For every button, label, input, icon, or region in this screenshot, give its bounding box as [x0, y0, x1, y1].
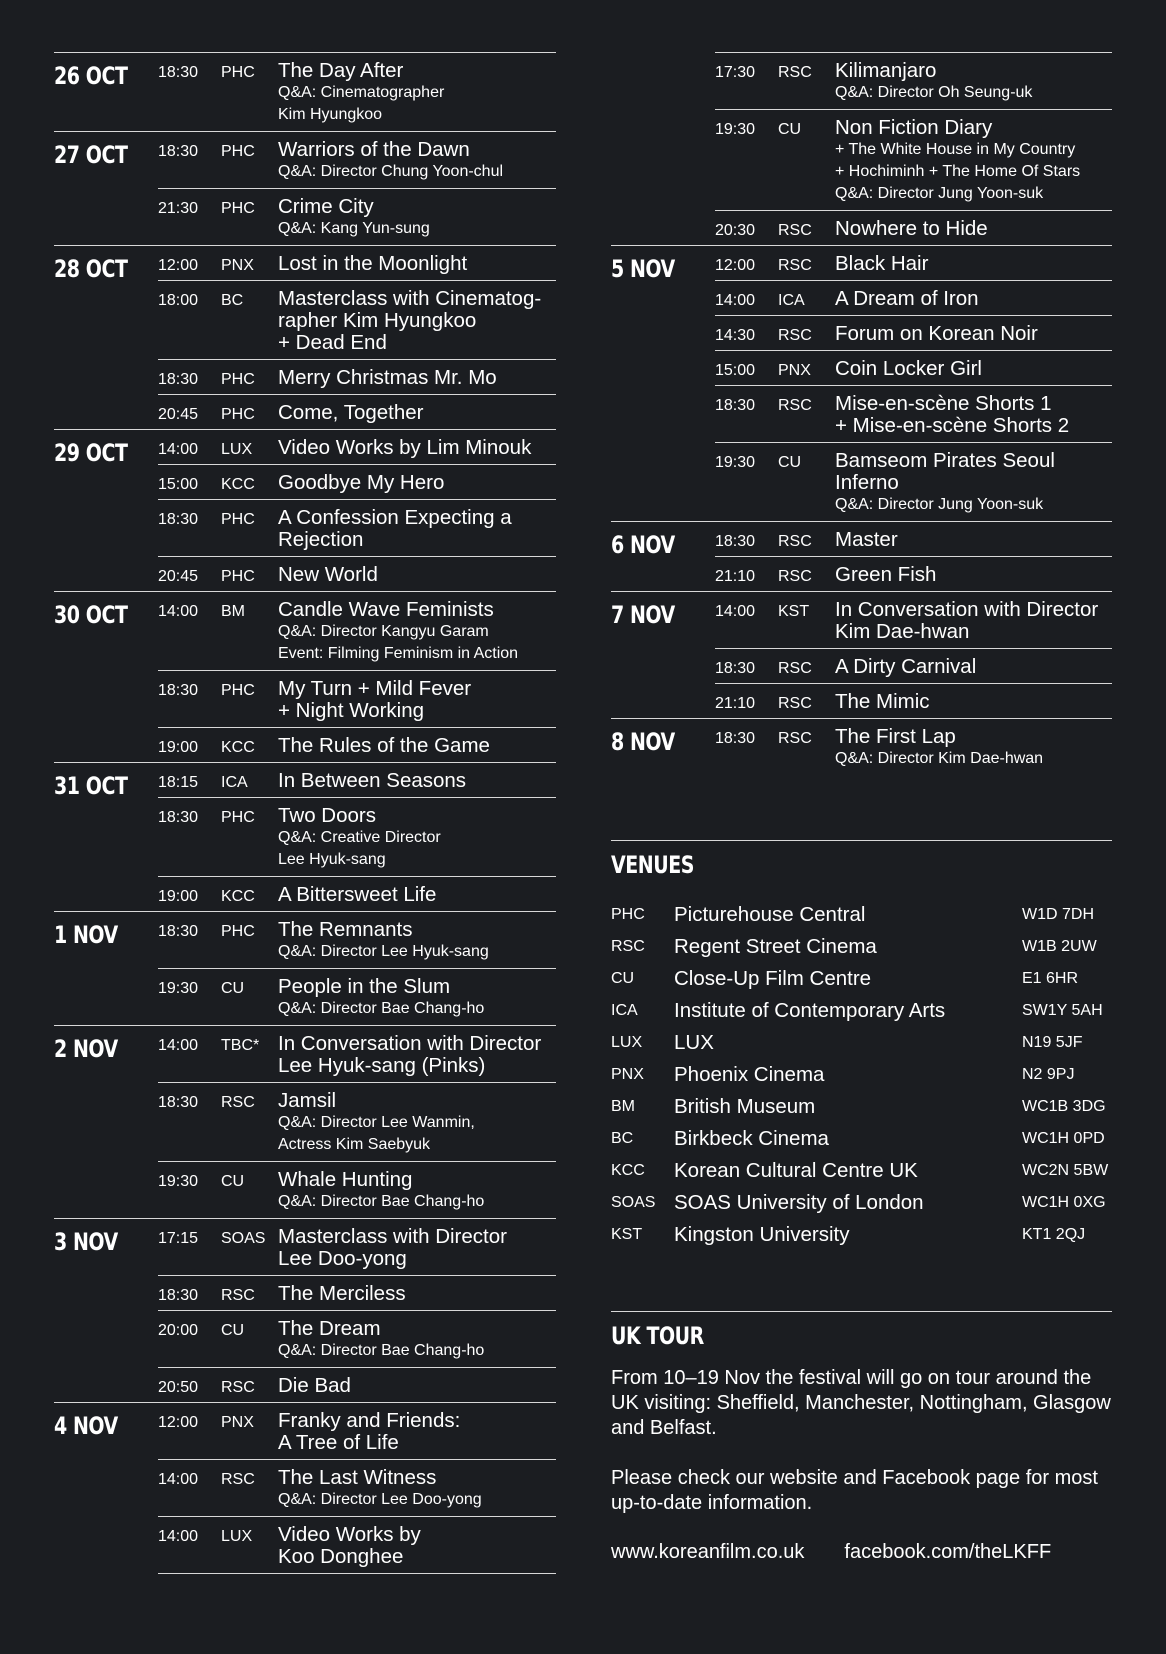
- venue-name: British Museum: [674, 1095, 816, 1118]
- day-block: [611, 591, 1112, 718]
- uk-tour-section: [611, 1311, 1112, 1564]
- screening-time: 18:30: [715, 533, 756, 550]
- screening-row: [715, 719, 1112, 775]
- screening-note: Q&A: Director Lee Hyuk-sang: [278, 943, 489, 960]
- screening-time: 14:30: [715, 327, 756, 344]
- screening-venue: RSC: [221, 1379, 255, 1396]
- screening-row: [715, 315, 1112, 350]
- screening-row: [715, 53, 1112, 109]
- venue-postcode: N19 5JF: [1022, 1034, 1083, 1051]
- screening-time: 19:30: [158, 980, 199, 997]
- screening-row: [715, 442, 1112, 521]
- screening-time: 18:30: [158, 143, 199, 160]
- venue-name: Picturehouse Central: [674, 903, 866, 926]
- film-title: Forum on Korean Noir: [835, 322, 1038, 345]
- venue-postcode: WC1H 0XG: [1022, 1194, 1106, 1211]
- screening-row: [715, 210, 1112, 245]
- screening-row: [715, 246, 1112, 280]
- film-title: The Last Witness: [278, 1466, 437, 1489]
- screening-note: Q&A: Director Kangyu Garam: [278, 623, 489, 640]
- screening-time: 14:00: [715, 603, 756, 620]
- day-label: 27 OCT: [54, 141, 128, 169]
- screening-venue: PHC: [221, 568, 255, 585]
- screening-venue: BM: [221, 603, 245, 620]
- screening-time: 21:30: [158, 200, 199, 217]
- film-title: Kilimanjaro: [835, 59, 937, 82]
- screening-note: Q&A: Director Bae Chang-ho: [278, 1342, 485, 1359]
- screening-note: Q&A: Director Chung Yoon-chul: [278, 163, 504, 180]
- screening-row: [715, 683, 1112, 718]
- screening-venue: PNX: [221, 1414, 254, 1431]
- venue-row: [611, 1059, 1112, 1091]
- day-label: 7 NOV: [611, 601, 675, 629]
- screening-venue: RSC: [221, 1287, 255, 1304]
- screening-note: Q&A: Cinematographer: [278, 84, 445, 101]
- screening-time: 20:30: [715, 222, 756, 239]
- venue-name: SOAS University of London: [674, 1191, 924, 1214]
- screening-venue: CU: [221, 1173, 245, 1190]
- venue-name: Regent Street Cinema: [674, 935, 877, 958]
- day-label: 26 OCT: [54, 62, 128, 90]
- film-title: Franky and Friends: A Tree of Life: [278, 1409, 461, 1454]
- screening-row: [158, 1082, 556, 1161]
- screening-time: 17:15: [158, 1230, 199, 1247]
- screening-note: Q&A: Kang Yun-sung: [278, 220, 430, 237]
- film-title: The Dream: [278, 1317, 381, 1340]
- venues-heading: VENUES: [611, 851, 695, 879]
- screening-note: Q&A: Director Jung Yoon-suk: [835, 185, 1044, 202]
- screening-venue: KST: [778, 603, 810, 620]
- info-paragraph: Please check our website and Facebook page for most up-to-date information.: [611, 1467, 1098, 1514]
- screening-venue: CU: [778, 121, 802, 138]
- day-block: [54, 1402, 556, 1573]
- screening-venue: RSC: [221, 1094, 255, 1111]
- screening-row: [715, 109, 1112, 210]
- schedule-right-column: [611, 52, 1112, 775]
- screening-row: [715, 522, 1112, 556]
- day-label: 28 OCT: [54, 255, 128, 283]
- venue-code: CU: [611, 970, 635, 987]
- day-block: [54, 245, 556, 429]
- screening-row: [158, 53, 556, 131]
- screening-venue: RSC: [778, 695, 812, 712]
- screening-time: 14:00: [715, 292, 756, 309]
- screening-row: [158, 727, 556, 762]
- screening-row: [158, 280, 556, 359]
- screening-row: [158, 1367, 556, 1402]
- venue-code: KST: [611, 1226, 643, 1243]
- screening-venue: RSC: [778, 257, 812, 274]
- screening-time: 18:30: [158, 923, 199, 940]
- day-label: 6 NOV: [611, 531, 675, 559]
- day-block: [54, 591, 556, 762]
- film-title: Candle Wave Feminists: [278, 598, 494, 621]
- screening-venue: SOAS: [221, 1230, 266, 1247]
- venue-postcode: KT1 2QJ: [1022, 1226, 1086, 1243]
- day-block: [54, 429, 556, 591]
- film-title: Whale Hunting: [278, 1168, 413, 1191]
- screening-time: 20:50: [158, 1379, 199, 1396]
- screening-row: [158, 132, 556, 188]
- film-title: Mise-en-scène Shorts 1 + Mise-en-scène Shorts 2: [835, 392, 1070, 437]
- screening-row: [158, 592, 556, 670]
- screening-time: 14:00: [158, 441, 199, 458]
- film-title: The Merciless: [278, 1282, 406, 1305]
- film-title: The Rules of the Game: [278, 734, 490, 757]
- screening-row: [158, 394, 556, 429]
- screening-row: [158, 464, 556, 499]
- screening-time: 20:45: [158, 406, 199, 423]
- film-title: Bamseom Pirates Seoul Inferno: [835, 449, 1055, 494]
- screening-venue: RSC: [778, 568, 812, 585]
- venues-section: [611, 840, 1112, 1251]
- screening-venue: PNX: [221, 257, 254, 274]
- screening-venue: PHC: [221, 200, 255, 217]
- screening-time: 14:00: [158, 1471, 199, 1488]
- film-title: Green Fish: [835, 563, 937, 586]
- venue-list: [611, 899, 1112, 1251]
- venue-name: Institute of Contemporary Arts: [674, 999, 946, 1022]
- screening-row: [715, 556, 1112, 591]
- film-title: Lost in the Moonlight: [278, 252, 468, 275]
- screening-venue: RSC: [778, 397, 812, 414]
- venue-row: [611, 1187, 1112, 1219]
- screening-time: 19:30: [158, 1173, 199, 1190]
- venue-code: BC: [611, 1130, 634, 1147]
- venue-code: BM: [611, 1098, 635, 1115]
- film-title: Video Works by Lim Minouk: [278, 436, 532, 459]
- screening-venue: PHC: [221, 371, 255, 388]
- day-label: 29 OCT: [54, 439, 128, 467]
- website-link[interactable]: www.koreanfilm.co.uk: [611, 1541, 805, 1563]
- screening-time: 21:10: [715, 568, 756, 585]
- screening-note: Q&A: Director Lee Wanmin,: [278, 1114, 475, 1131]
- screening-venue: CU: [778, 454, 802, 471]
- film-title: The Mimic: [835, 690, 930, 713]
- screening-venue: ICA: [221, 774, 248, 791]
- screening-venue: PHC: [221, 923, 255, 940]
- screening-time: 14:00: [158, 1528, 199, 1545]
- screening-venue: RSC: [778, 533, 812, 550]
- screening-time: 18:15: [158, 774, 199, 791]
- film-title: Nowhere to Hide: [835, 217, 988, 240]
- uk-tour-heading: UK TOUR: [611, 1322, 704, 1350]
- screening-row: [158, 1516, 556, 1573]
- screening-time: 14:00: [158, 603, 199, 620]
- screening-time: 15:00: [715, 362, 756, 379]
- screening-venue: CU: [221, 980, 245, 997]
- screening-row: [158, 1219, 556, 1275]
- venue-code: KCC: [611, 1162, 645, 1179]
- day-block: [611, 245, 1112, 521]
- film-title: Crime City: [278, 195, 374, 218]
- day-label: 5 NOV: [611, 255, 675, 283]
- film-title: Two Doors: [278, 804, 376, 827]
- screening-row: [158, 1161, 556, 1218]
- screening-time: 14:00: [158, 1037, 199, 1054]
- day-block: [54, 1025, 556, 1218]
- venue-name: LUX: [674, 1031, 714, 1054]
- day-label: 3 NOV: [54, 1228, 118, 1256]
- film-title: A Dream of Iron: [835, 287, 979, 310]
- venue-code: RSC: [611, 938, 645, 955]
- film-title: In Conversation with Director Lee Hyuk-sang (Pinks): [278, 1032, 542, 1077]
- film-title: Black Hair: [835, 252, 929, 275]
- film-title: The Remnants: [278, 918, 413, 941]
- screening-time: 18:30: [158, 371, 199, 388]
- day-block: [611, 521, 1112, 591]
- day-block: [54, 52, 556, 131]
- venue-row: [611, 1155, 1112, 1187]
- screening-time: 21:10: [715, 695, 756, 712]
- day-label: 4 NOV: [54, 1412, 118, 1440]
- screening-time: 18:30: [715, 397, 756, 414]
- film-title: Video Works by Koo Donghee: [278, 1523, 421, 1568]
- screening-venue: RSC: [778, 64, 812, 81]
- venue-row: [611, 1123, 1112, 1155]
- tour-paragraph: From 10–19 Nov the festival will go on tour around the UK visiting: Sheffield, Manchester, Nottingham, Glasgow and Belfast.: [611, 1367, 1111, 1439]
- venue-postcode: W1D 7DH: [1022, 906, 1095, 923]
- film-title: People in the Slum: [278, 975, 451, 998]
- screening-row: [158, 1310, 556, 1367]
- screening-venue: PHC: [221, 511, 255, 528]
- screening-time: 20:45: [158, 568, 199, 585]
- facebook-link[interactable]: facebook.com/theLKFF: [844, 1541, 1052, 1563]
- day-label: 2 NOV: [54, 1035, 118, 1063]
- schedule-left-column: [54, 52, 556, 1574]
- screening-time: 18:30: [158, 1287, 199, 1304]
- day-block: [54, 131, 556, 245]
- film-title: In Conversation with Director Kim Dae-hwan: [835, 598, 1099, 643]
- screening-row: [158, 499, 556, 556]
- screening-venue: RSC: [778, 222, 812, 239]
- film-title: A Dirty Carnival: [835, 655, 977, 678]
- screening-venue: PHC: [221, 64, 255, 81]
- film-title: Warriors of the Dawn: [278, 138, 470, 161]
- screening-row: [158, 556, 556, 591]
- screening-time: 19:30: [715, 454, 756, 471]
- day-label: 8 NOV: [611, 728, 675, 756]
- venue-name: Close-Up Film Centre: [674, 967, 872, 990]
- screening-venue: PHC: [221, 406, 255, 423]
- screening-venue: PHC: [221, 682, 255, 699]
- screening-row: [158, 1026, 556, 1082]
- day-block: [54, 1218, 556, 1402]
- venue-name: Phoenix Cinema: [674, 1063, 825, 1086]
- screening-row: [158, 797, 556, 876]
- venue-row: [611, 1219, 1112, 1251]
- venue-row: [611, 1091, 1112, 1123]
- screening-time: 12:00: [715, 257, 756, 274]
- screening-venue: RSC: [221, 1471, 255, 1488]
- screening-note: Q&A: Creative Director: [278, 829, 441, 846]
- venue-code: LUX: [611, 1034, 643, 1051]
- screening-time: 18:30: [158, 809, 199, 826]
- screening-row: [158, 1275, 556, 1310]
- venue-postcode: WC1H 0PD: [1022, 1130, 1105, 1147]
- screening-time: 17:30: [715, 64, 756, 81]
- screening-row: [715, 592, 1112, 648]
- screening-venue: PNX: [778, 362, 811, 379]
- screening-row: [158, 912, 556, 968]
- screening-note: Q&A: Director Lee Doo-yong: [278, 1491, 482, 1508]
- screening-time: 18:30: [158, 64, 199, 81]
- film-title: Merry Christmas Mr. Mo: [278, 366, 497, 389]
- screening-row: [158, 1403, 556, 1459]
- screening-time: 19:30: [715, 121, 756, 138]
- venue-postcode: N2 9PJ: [1022, 1066, 1075, 1083]
- screening-note: + Hochiminh + The Home Of Stars: [835, 163, 1081, 180]
- day-label: 1 NOV: [54, 921, 118, 949]
- screening-time: 18:30: [715, 660, 756, 677]
- screening-note: + The White House in My Country: [835, 141, 1076, 158]
- film-title: Master: [835, 528, 898, 551]
- screening-row: [158, 246, 556, 280]
- screening-row: [715, 350, 1112, 385]
- screening-note: Kim Hyungkoo: [278, 106, 383, 123]
- screening-note: Q&A: Director Kim Dae-hwan: [835, 750, 1044, 767]
- venue-postcode: WC1B 3DG: [1022, 1098, 1106, 1115]
- screening-time: 18:30: [715, 730, 756, 747]
- film-title: Jamsil: [278, 1089, 337, 1112]
- screening-time: 12:00: [158, 1414, 199, 1431]
- venue-row: [611, 899, 1112, 931]
- venue-postcode: E1 6HR: [1022, 970, 1079, 987]
- film-title: Masterclass with Director Lee Doo-yong: [278, 1225, 507, 1270]
- screening-note: Event: Filming Feminism in Action: [278, 645, 519, 662]
- screening-time: 19:00: [158, 739, 199, 756]
- screening-venue: RSC: [778, 660, 812, 677]
- day-label: 31 OCT: [54, 772, 128, 800]
- venue-postcode: W1B 2UW: [1022, 938, 1097, 955]
- film-title: Non Fiction Diary: [835, 116, 993, 139]
- venue-name: Birkbeck Cinema: [674, 1127, 829, 1150]
- screening-venue: LUX: [221, 1528, 253, 1545]
- venue-row: [611, 995, 1112, 1027]
- venue-code: SOAS: [611, 1194, 656, 1211]
- screening-row: [158, 1459, 556, 1516]
- screening-venue: ICA: [778, 292, 805, 309]
- venue-row: [611, 1027, 1112, 1059]
- venue-code: PNX: [611, 1066, 644, 1083]
- screening-venue: KCC: [221, 476, 255, 493]
- film-title: In Between Seasons: [278, 769, 467, 792]
- screening-venue: CU: [221, 1322, 245, 1339]
- screening-row: [158, 188, 556, 245]
- screening-time: 18:30: [158, 682, 199, 699]
- screening-venue: KCC: [221, 739, 255, 756]
- venue-name: Korean Cultural Centre UK: [674, 1159, 918, 1182]
- venue-postcode: WC2N 5BW: [1022, 1162, 1109, 1179]
- venue-postcode: SW1Y 5AH: [1022, 1002, 1103, 1019]
- film-title: Coin Locker Girl: [835, 357, 982, 380]
- screening-row: [158, 430, 556, 464]
- film-title: A Confession Expecting a Rejection: [278, 506, 512, 551]
- screening-venue: RSC: [778, 327, 812, 344]
- film-title: Goodbye My Hero: [278, 471, 445, 494]
- screening-venue: TBC*: [221, 1037, 260, 1054]
- screening-note: Actress Kim Saebyuk: [278, 1136, 431, 1153]
- venue-name: Kingston University: [674, 1223, 850, 1246]
- venue-code: PHC: [611, 906, 645, 923]
- screening-time: 19:00: [158, 888, 199, 905]
- screening-note: Q&A: Director Oh Seung-uk: [835, 84, 1033, 101]
- film-title: The First Lap: [835, 725, 956, 748]
- screening-venue: RSC: [778, 730, 812, 747]
- screening-row: [715, 648, 1112, 683]
- film-title: Come, Together: [278, 401, 424, 424]
- screening-row: [158, 968, 556, 1025]
- screening-venue: KCC: [221, 888, 255, 905]
- screening-note: Q&A: Director Bae Chang-ho: [278, 1000, 485, 1017]
- screening-time: 20:00: [158, 1322, 199, 1339]
- screening-time: 18:30: [158, 1094, 199, 1111]
- screening-row: [158, 359, 556, 394]
- day-block: [54, 762, 556, 911]
- venue-code: ICA: [611, 1002, 638, 1019]
- film-title: The Day After: [278, 59, 404, 82]
- day-block: [54, 911, 556, 1025]
- screening-row: [158, 670, 556, 727]
- day-label: 30 OCT: [54, 601, 128, 629]
- screening-row: [715, 280, 1112, 315]
- screening-venue: BC: [221, 292, 244, 309]
- screening-row: [158, 876, 556, 911]
- film-title: Die Bad: [278, 1374, 351, 1397]
- screening-note: Q&A: Director Jung Yoon-suk: [835, 496, 1044, 513]
- film-title: Masterclass with Cinematog- rapher Kim Hyungkoo + Dead End: [278, 287, 542, 354]
- film-title: A Bittersweet Life: [278, 883, 437, 906]
- screening-time: 18:30: [158, 511, 199, 528]
- screening-row: [158, 763, 556, 797]
- screening-time: 12:00: [158, 257, 199, 274]
- film-title: New World: [278, 563, 378, 586]
- screening-note: Lee Hyuk-sang: [278, 851, 386, 868]
- screening-venue: LUX: [221, 441, 253, 458]
- screening-note: Q&A: Director Bae Chang-ho: [278, 1193, 485, 1210]
- screening-venue: PHC: [221, 143, 255, 160]
- venue-row: [611, 931, 1112, 963]
- screening-row: [715, 385, 1112, 442]
- venue-row: [611, 963, 1112, 995]
- screening-time: 18:00: [158, 292, 199, 309]
- screening-venue: PHC: [221, 809, 255, 826]
- film-title: My Turn + Mild Fever + Night Working: [278, 677, 472, 722]
- screening-time: 15:00: [158, 476, 199, 493]
- day-block: [611, 718, 1112, 775]
